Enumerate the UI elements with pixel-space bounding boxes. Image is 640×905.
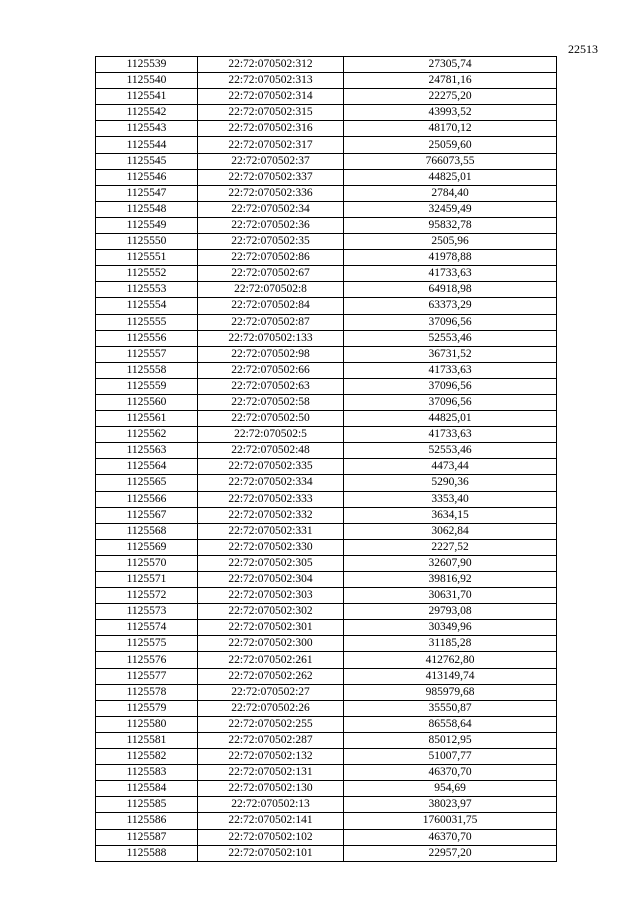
table-row [96, 765, 557, 781]
cadastral-number-cell: 22:72:070502:261 [198, 652, 344, 668]
cadastral-value-cell: 2505,96 [344, 234, 557, 250]
table-row [96, 523, 557, 539]
cadastral-number-cell: 22:72:070502:337 [198, 169, 344, 185]
table-row [96, 89, 557, 105]
row-number-cell: 1125572 [96, 588, 198, 604]
row-number-cell: 1125561 [96, 411, 198, 427]
cadastral-number-cell: 22:72:070502:84 [198, 298, 344, 314]
row-number-cell: 1125551 [96, 250, 198, 266]
cadastral-value-cell: 43993,52 [344, 105, 557, 121]
table-row [96, 475, 557, 491]
row-number-cell: 1125566 [96, 491, 198, 507]
cadastral-value-cell: 35550,87 [344, 700, 557, 716]
cadastral-number-cell: 22:72:070502:131 [198, 765, 344, 781]
cadastral-value-cell: 24781,16 [344, 73, 557, 89]
cadastral-number-cell: 22:72:070502:302 [198, 604, 344, 620]
row-number-cell: 1125585 [96, 797, 198, 813]
row-number-cell: 1125583 [96, 765, 198, 781]
cadastral-value-cell: 37096,56 [344, 394, 557, 410]
table-row [96, 845, 557, 861]
table-row [96, 604, 557, 620]
row-number-cell: 1125556 [96, 330, 198, 346]
cadastral-number-cell: 22:72:070502:332 [198, 507, 344, 523]
cadastral-number-cell: 22:72:070502:101 [198, 845, 344, 861]
cadastral-number-cell: 22:72:070502:102 [198, 829, 344, 845]
table-row [96, 668, 557, 684]
row-number-cell: 1125581 [96, 732, 198, 748]
cadastral-number-cell: 22:72:070502:334 [198, 475, 344, 491]
cadastral-number-cell: 22:72:070502:87 [198, 314, 344, 330]
table-row [96, 169, 557, 185]
cadastral-number-cell: 22:72:070502:130 [198, 781, 344, 797]
cadastral-number-cell: 22:72:070502:331 [198, 523, 344, 539]
table-row [96, 250, 557, 266]
row-number-cell: 1125552 [96, 266, 198, 282]
row-number-cell: 1125560 [96, 394, 198, 410]
cadastral-value-cell: 41978,88 [344, 250, 557, 266]
row-number-cell: 1125542 [96, 105, 198, 121]
table-row [96, 411, 557, 427]
row-number-cell: 1125540 [96, 73, 198, 89]
table-row [96, 314, 557, 330]
table-row [96, 282, 557, 298]
cadastral-number-cell: 22:72:070502:58 [198, 394, 344, 410]
table-row [96, 716, 557, 732]
cadastral-value-cell: 1760031,75 [344, 813, 557, 829]
cadastral-number-cell: 22:72:070502:262 [198, 668, 344, 684]
cadastral-value-cell: 22275,20 [344, 89, 557, 105]
row-number-cell: 1125555 [96, 314, 198, 330]
cadastral-value-cell: 36731,52 [344, 346, 557, 362]
cadastral-value-cell: 95832,78 [344, 217, 557, 233]
cadastral-number-cell: 22:72:070502:255 [198, 716, 344, 732]
row-number-cell: 1125567 [96, 507, 198, 523]
row-number-cell: 1125553 [96, 282, 198, 298]
cadastral-number-cell: 22:72:070502:301 [198, 620, 344, 636]
table-row [96, 330, 557, 346]
row-number-cell: 1125546 [96, 169, 198, 185]
cadastral-number-cell: 22:72:070502:13 [198, 797, 344, 813]
cadastral-number-cell: 22:72:070502:316 [198, 121, 344, 137]
table-row [96, 829, 557, 845]
cadastral-number-cell: 22:72:070502:27 [198, 684, 344, 700]
cadastral-number-cell: 22:72:070502:8 [198, 282, 344, 298]
row-number-cell: 1125568 [96, 523, 198, 539]
cadastral-value-cell: 954,69 [344, 781, 557, 797]
row-number-cell: 1125543 [96, 121, 198, 137]
cadastral-number-cell: 22:72:070502:63 [198, 378, 344, 394]
cadastral-number-cell: 22:72:070502:315 [198, 105, 344, 121]
row-number-cell: 1125587 [96, 829, 198, 845]
cadastral-value-cell: 41733,63 [344, 427, 557, 443]
table-row [96, 459, 557, 475]
cadastral-value-cell: 46370,70 [344, 829, 557, 845]
cadastral-value-cell: 27305,74 [344, 57, 557, 73]
table-row [96, 620, 557, 636]
row-number-cell: 1125576 [96, 652, 198, 668]
cadastral-number-cell: 22:72:070502:98 [198, 346, 344, 362]
table-row [96, 201, 557, 217]
cadastral-value-cell: 22957,20 [344, 845, 557, 861]
cadastral-value-cell: 41733,63 [344, 266, 557, 282]
table-row [96, 813, 557, 829]
cadastral-value-cell: 3634,15 [344, 507, 557, 523]
row-number-cell: 1125541 [96, 89, 198, 105]
table-row [96, 394, 557, 410]
table-row [96, 121, 557, 137]
table-row [96, 636, 557, 652]
cadastral-value-cell: 37096,56 [344, 314, 557, 330]
cadastral-value-cell: 38023,97 [344, 797, 557, 813]
cadastral-number-cell: 22:72:070502:300 [198, 636, 344, 652]
cadastral-number-cell: 22:72:070502:5 [198, 427, 344, 443]
row-number-cell: 1125559 [96, 378, 198, 394]
table-row [96, 298, 557, 314]
cadastral-number-cell: 22:72:070502:317 [198, 137, 344, 153]
row-number-cell: 1125579 [96, 700, 198, 716]
cadastral-value-cell: 5290,36 [344, 475, 557, 491]
table-row [96, 234, 557, 250]
cadastral-value-cell: 29793,08 [344, 604, 557, 620]
cadastral-number-cell: 22:72:070502:26 [198, 700, 344, 716]
row-number-cell: 1125539 [96, 57, 198, 73]
table-row [96, 732, 557, 748]
cadastral-value-cell: 48170,12 [344, 121, 557, 137]
cadastral-value-cell: 25059,60 [344, 137, 557, 153]
table-row [96, 378, 557, 394]
table-row [96, 684, 557, 700]
row-number-cell: 1125564 [96, 459, 198, 475]
cadastral-value-cell: 3353,40 [344, 491, 557, 507]
table-row [96, 700, 557, 716]
row-number-cell: 1125571 [96, 572, 198, 588]
cadastral-value-cell: 3062,84 [344, 523, 557, 539]
table-row [96, 652, 557, 668]
row-number-cell: 1125584 [96, 781, 198, 797]
row-number-cell: 1125549 [96, 217, 198, 233]
row-number-cell: 1125577 [96, 668, 198, 684]
row-number-cell: 1125580 [96, 716, 198, 732]
cadastral-value-cell: 63373,29 [344, 298, 557, 314]
table-row [96, 266, 557, 282]
cadastral-number-cell: 22:72:070502:304 [198, 572, 344, 588]
table-row [96, 185, 557, 201]
table-row [96, 749, 557, 765]
row-number-cell: 1125558 [96, 362, 198, 378]
cadastral-number-cell: 22:72:070502:333 [198, 491, 344, 507]
cadastral-value-cell: 46370,70 [344, 765, 557, 781]
cadastral-number-cell: 22:72:070502:86 [198, 250, 344, 266]
cadastral-number-cell: 22:72:070502:141 [198, 813, 344, 829]
cadastral-number-cell: 22:72:070502:330 [198, 539, 344, 555]
cadastral-value-cell: 31185,28 [344, 636, 557, 652]
row-number-cell: 1125570 [96, 555, 198, 571]
cadastral-value-cell: 39816,92 [344, 572, 557, 588]
table-row [96, 73, 557, 89]
cadastral-value-cell: 413149,74 [344, 668, 557, 684]
cadastral-number-cell: 22:72:070502:48 [198, 443, 344, 459]
table-row [96, 507, 557, 523]
table-row [96, 57, 557, 73]
cadastral-value-cell: 44825,01 [344, 411, 557, 427]
table-row [96, 491, 557, 507]
cadastral-value-cell: 51007,77 [344, 749, 557, 765]
row-number-cell: 1125569 [96, 539, 198, 555]
row-number-cell: 1125575 [96, 636, 198, 652]
cadastral-value-cell: 412762,80 [344, 652, 557, 668]
table-row [96, 539, 557, 555]
table-row [96, 443, 557, 459]
table-row [96, 137, 557, 153]
row-number-cell: 1125550 [96, 234, 198, 250]
page-number: 22513 [568, 42, 598, 56]
row-number-cell: 1125544 [96, 137, 198, 153]
cadastral-value-cell: 44825,01 [344, 169, 557, 185]
row-number-cell: 1125582 [96, 749, 198, 765]
table-row [96, 362, 557, 378]
row-number-cell: 1125565 [96, 475, 198, 491]
cadastral-number-cell: 22:72:070502:336 [198, 185, 344, 201]
cadastral-value-cell: 766073,55 [344, 153, 557, 169]
table-row [96, 572, 557, 588]
row-number-cell: 1125588 [96, 845, 198, 861]
table-row [96, 105, 557, 121]
row-number-cell: 1125557 [96, 346, 198, 362]
cadastral-number-cell: 22:72:070502:36 [198, 217, 344, 233]
cadastral-value-cell: 85012,95 [344, 732, 557, 748]
cadastral-value-cell: 52553,46 [344, 443, 557, 459]
cadastral-value-cell: 64918,98 [344, 282, 557, 298]
cadastral-value-cell: 41733,63 [344, 362, 557, 378]
cadastral-value-cell: 52553,46 [344, 330, 557, 346]
cadastral-number-cell: 22:72:070502:303 [198, 588, 344, 604]
cadastral-value-table [95, 56, 557, 862]
cadastral-number-cell: 22:72:070502:287 [198, 732, 344, 748]
cadastral-value-cell: 86558,64 [344, 716, 557, 732]
cadastral-number-cell: 22:72:070502:37 [198, 153, 344, 169]
cadastral-value-cell: 30349,96 [344, 620, 557, 636]
row-number-cell: 1125574 [96, 620, 198, 636]
cadastral-number-cell: 22:72:070502:66 [198, 362, 344, 378]
cadastral-value-cell: 32607,90 [344, 555, 557, 571]
table-row [96, 555, 557, 571]
row-number-cell: 1125573 [96, 604, 198, 620]
table-row [96, 153, 557, 169]
cadastral-number-cell: 22:72:070502:67 [198, 266, 344, 282]
cadastral-number-cell: 22:72:070502:305 [198, 555, 344, 571]
cadastral-number-cell: 22:72:070502:35 [198, 234, 344, 250]
cadastral-value-cell: 2784,40 [344, 185, 557, 201]
cadastral-value-cell: 37096,56 [344, 378, 557, 394]
row-number-cell: 1125578 [96, 684, 198, 700]
table-row [96, 797, 557, 813]
row-number-cell: 1125554 [96, 298, 198, 314]
cadastral-number-cell: 22:72:070502:34 [198, 201, 344, 217]
table-row [96, 781, 557, 797]
cadastral-number-cell: 22:72:070502:335 [198, 459, 344, 475]
row-number-cell: 1125548 [96, 201, 198, 217]
cadastral-value-cell: 985979,68 [344, 684, 557, 700]
cadastral-value-cell: 30631,70 [344, 588, 557, 604]
cadastral-number-cell: 22:72:070502:50 [198, 411, 344, 427]
row-number-cell: 1125563 [96, 443, 198, 459]
cadastral-value-cell: 32459,49 [344, 201, 557, 217]
cadastral-number-cell: 22:72:070502:314 [198, 89, 344, 105]
row-number-cell: 1125562 [96, 427, 198, 443]
row-number-cell: 1125547 [96, 185, 198, 201]
cadastral-number-cell: 22:72:070502:313 [198, 73, 344, 89]
table-row [96, 217, 557, 233]
cadastral-value-cell: 4473,44 [344, 459, 557, 475]
table-body [96, 57, 557, 862]
row-number-cell: 1125545 [96, 153, 198, 169]
cadastral-number-cell: 22:72:070502:312 [198, 57, 344, 73]
table-row [96, 427, 557, 443]
row-number-cell: 1125586 [96, 813, 198, 829]
cadastral-number-cell: 22:72:070502:132 [198, 749, 344, 765]
table-row [96, 588, 557, 604]
table-row [96, 346, 557, 362]
cadastral-value-cell: 2227,52 [344, 539, 557, 555]
cadastral-number-cell: 22:72:070502:133 [198, 330, 344, 346]
